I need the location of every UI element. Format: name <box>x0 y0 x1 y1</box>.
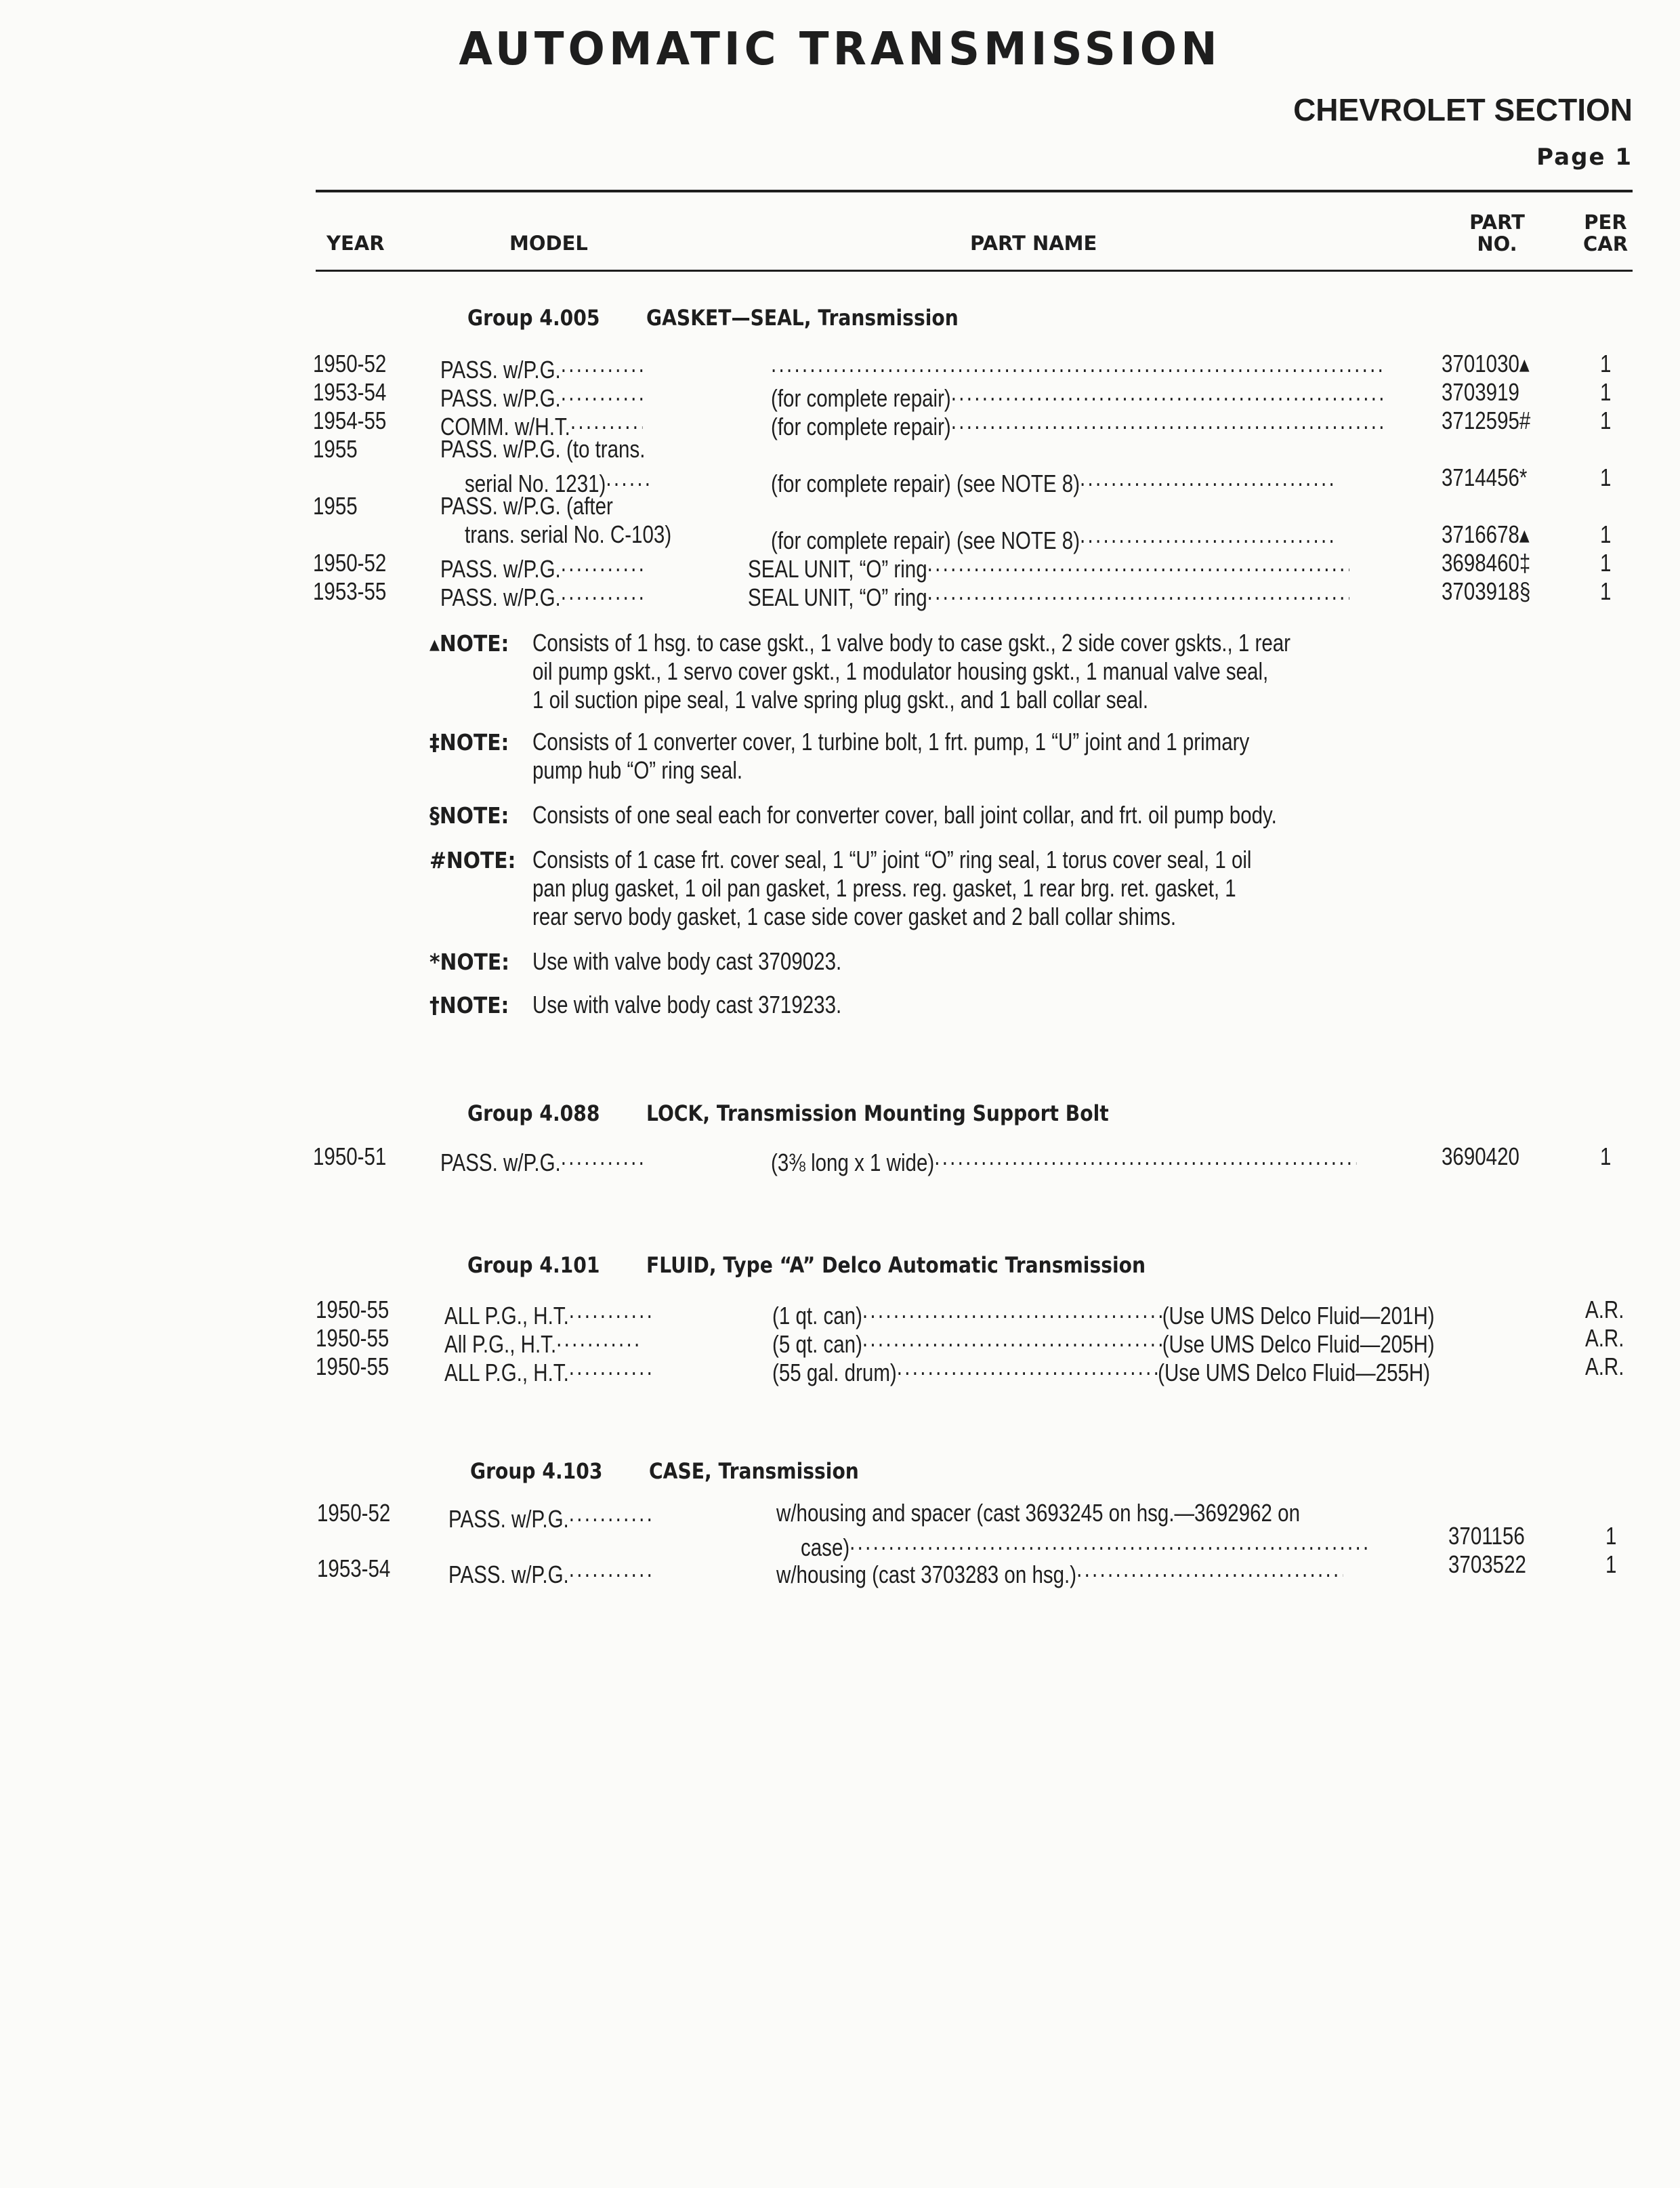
dot-leader <box>606 463 650 492</box>
row-year: 1953-54 <box>313 378 387 406</box>
row-year: 1953-55 <box>313 577 387 605</box>
column-part-no-line1: PART <box>1469 211 1525 234</box>
row-part <box>748 577 1349 612</box>
row-model <box>440 577 644 612</box>
row-model <box>448 1554 652 1589</box>
note-line: Use with valve body cast 3709023. <box>532 947 842 975</box>
part-text: (for complete repair) (see NOTE 8) <box>771 470 1080 497</box>
row-per-car: 1 <box>1600 1142 1612 1170</box>
note-text <box>532 629 1290 714</box>
note-line: 1 oil suction pipe seal, 1 valve spring plug gskt., and 1 ball collar seal. <box>532 686 1149 714</box>
group-label: Group 4.005 <box>467 305 600 331</box>
dot-leader <box>862 1296 1162 1324</box>
column-year: YEAR <box>327 232 385 255</box>
header-rule-bottom <box>316 270 1633 272</box>
row-per-car: 1 <box>1600 463 1612 491</box>
dot-leader <box>951 378 1385 407</box>
row-part-no: 3690420 <box>1442 1142 1519 1170</box>
note-label: †NOTE: <box>429 992 509 1018</box>
dot-leader <box>561 378 644 407</box>
note-line: Consists of 1 case frt. cover seal, 1 “U” joint “O” ring seal, 1 torus cover seal, 1 oil <box>532 846 1252 873</box>
dot-leader <box>897 1353 1158 1381</box>
note-label: §NOTE: <box>429 802 509 829</box>
row-per-car: 1 <box>1600 378 1612 406</box>
part-text: (for complete repair) (see NOTE 8) <box>771 527 1080 554</box>
row-model <box>440 1142 644 1177</box>
row-year: 1950-52 <box>313 549 387 577</box>
dot-leader <box>569 1554 652 1583</box>
part-text: (for complete repair) <box>771 413 951 440</box>
part-text: w/housing (cast 3703283 on hsg.) <box>776 1561 1077 1588</box>
column-part-no <box>1450 211 1545 255</box>
part-text: SEAL UNIT, “O” ring <box>748 555 927 583</box>
use-text: (Use UMS Delco Fluid—201H) <box>1162 1302 1435 1329</box>
model-text: PASS. w/P.G. <box>440 384 561 412</box>
column-part-no-line2: NO. <box>1477 232 1517 255</box>
row-per-car: 1 <box>1605 1522 1617 1550</box>
row-part: w/housing and spacer (cast 3693245 on hsg.—3692962 on <box>776 1499 1301 1527</box>
note-line: Consists of one seal each for converter cover, ball joint collar, and frt. oil pump body. <box>532 801 1277 829</box>
column-part-name: PART NAME <box>970 232 1097 255</box>
group-name: LOCK, Transmission Mounting Support Bolt <box>646 1100 1109 1126</box>
page-title: AUTOMATIC TRANSMISSION <box>459 23 1221 76</box>
part-text: (1 qt. can) <box>772 1302 862 1329</box>
group-label: Group 4.101 <box>467 1252 600 1278</box>
row-part-no: 3714456* <box>1442 463 1528 491</box>
row-part <box>776 1554 1343 1589</box>
row-per-car: 1 <box>1600 577 1612 605</box>
group-name: CASE, Transmission <box>649 1458 859 1484</box>
row-model: PASS. w/P.G. (after <box>440 492 613 520</box>
row-per-car: 1 <box>1600 549 1612 577</box>
part-text: (55 gal. drum) <box>772 1359 897 1386</box>
row-year: 1950-55 <box>316 1324 390 1352</box>
row-part-no: 3703522 <box>1448 1550 1526 1578</box>
dot-leader <box>556 1324 639 1353</box>
row-year: 1955 <box>313 492 358 520</box>
group-name: FLUID, Type “A” Delco Automatic Transmission <box>646 1252 1146 1278</box>
part-text: SEAL UNIT, “O” ring <box>748 583 927 611</box>
part-text: case) <box>801 1533 850 1561</box>
use-text: (Use UMS Delco Fluid—255H) <box>1158 1359 1431 1386</box>
dot-leader <box>569 1296 652 1324</box>
row-model <box>448 1499 652 1533</box>
section-title: CHEVROLET SECTION <box>1293 92 1633 127</box>
dot-leader <box>1080 463 1335 492</box>
row-part-no: 3703919 <box>1442 378 1519 406</box>
row-year: 1955 <box>313 435 358 463</box>
dot-leader <box>951 407 1385 435</box>
row-model: PASS. w/P.G. (to trans. <box>440 435 646 463</box>
row-per-car: A.R. <box>1585 1324 1624 1352</box>
model-text: All P.G., H.T. <box>444 1330 557 1358</box>
group-label: Group 4.103 <box>470 1458 603 1484</box>
column-model: MODEL <box>509 232 588 255</box>
dot-leader <box>561 577 644 606</box>
note-text <box>532 846 1251 931</box>
row-part-no: 3716678▴ <box>1442 520 1530 548</box>
column-per-car-line1: PER <box>1584 211 1627 234</box>
group-label: Group 4.088 <box>467 1100 600 1126</box>
dot-leader <box>934 1142 1356 1171</box>
row-model <box>444 1353 652 1387</box>
model-text: PASS. w/P.G. <box>440 555 561 583</box>
row-year: 1954-55 <box>313 407 387 434</box>
row-per-car: 1 <box>1605 1550 1617 1578</box>
dot-leader <box>569 1353 652 1381</box>
model-text: PASS. w/P.G. <box>448 1561 569 1588</box>
dot-leader <box>927 577 1349 606</box>
model-text: PASS. w/P.G. <box>440 356 561 384</box>
dot-leader <box>849 1527 1372 1556</box>
model-text: serial No. 1231) <box>465 470 606 497</box>
dot-leader <box>561 1142 644 1171</box>
row-per-car: A.R. <box>1585 1296 1624 1323</box>
model-text: PASS. w/P.G. <box>440 1149 561 1176</box>
note-label: #NOTE: <box>429 847 516 873</box>
dot-leader <box>561 350 644 378</box>
row-model-cont: trans. serial No. C-103) <box>465 520 672 548</box>
note-text <box>532 728 1249 785</box>
note-line: Consists of 1 hsg. to case gskt., 1 valve body to case gskt., 2 side cover gskts., 1 rear <box>532 629 1291 657</box>
note-text <box>532 947 841 976</box>
column-per-car-line2: CAR <box>1582 232 1629 255</box>
row-year: 1950-55 <box>316 1353 390 1380</box>
note-text <box>532 991 841 1019</box>
dot-leader <box>1080 520 1335 549</box>
model-text: COMM. w/H.T. <box>440 413 570 440</box>
note-line: Use with valve body cast 3719233. <box>532 991 842 1018</box>
dot-leader <box>569 1499 652 1527</box>
row-year: 1950-52 <box>313 350 387 377</box>
row-per-car: 1 <box>1600 407 1612 434</box>
dot-leader <box>561 549 644 577</box>
note-line: rear servo body gasket, 1 case side cover gasket and 2 ball collar shims. <box>532 903 1177 930</box>
model-text: ALL P.G., H.T. <box>444 1302 569 1329</box>
row-part-no: 3701156 <box>1448 1522 1525 1550</box>
column-per-car <box>1572 211 1639 255</box>
row-per-car: A.R. <box>1585 1353 1624 1380</box>
row-year: 1950-55 <box>316 1296 390 1323</box>
row-part-no: 3701030▴ <box>1442 350 1530 377</box>
row-part-no: 3703918§ <box>1442 577 1531 605</box>
group-name: GASKET—SEAL, Transmission <box>646 305 959 331</box>
model-text: PASS. w/P.G. <box>440 583 561 611</box>
use-text: (Use UMS Delco Fluid—205H) <box>1162 1330 1435 1358</box>
page-number: Page 1 <box>1536 144 1633 171</box>
note-line: pump hub “O” ring seal. <box>532 756 743 784</box>
row-part-no: 3698460‡ <box>1442 549 1531 577</box>
row-year: 1953-54 <box>317 1554 391 1582</box>
note-text <box>532 801 1277 829</box>
row-per-car: 1 <box>1600 350 1612 377</box>
dot-leader <box>862 1324 1162 1353</box>
note-label: ▴NOTE: <box>429 630 509 657</box>
model-text: PASS. w/P.G. <box>448 1505 569 1533</box>
dot-leader <box>771 350 1382 378</box>
row-part <box>771 407 1384 441</box>
note-line: pan plug gasket, 1 oil pan gasket, 1 press. reg. gasket, 1 rear brg. ret. gasket, 1 <box>532 874 1236 902</box>
model-text: ALL P.G., H.T. <box>444 1359 569 1386</box>
row-year: 1950-52 <box>317 1499 391 1527</box>
note-label: *NOTE: <box>429 949 510 975</box>
part-text: (5 qt. can) <box>772 1330 862 1358</box>
note-label: ‡NOTE: <box>429 729 509 756</box>
part-text: (3⅜ long x 1 wide) <box>771 1149 935 1176</box>
dot-leader <box>1076 1554 1343 1583</box>
row-per-car: 1 <box>1600 520 1612 548</box>
note-line: oil pump gskt., 1 servo cover gskt., 1 modulator housing gskt., 1 manual valve seal, <box>532 657 1269 685</box>
row-year: 1950-51 <box>313 1142 387 1170</box>
row-part <box>772 1353 1430 1387</box>
part-text: (for complete repair) <box>771 384 951 412</box>
row-part <box>771 1142 1356 1177</box>
dot-leader <box>570 407 643 435</box>
note-line: Consists of 1 converter cover, 1 turbine bolt, 1 frt. pump, 1 “U” joint and 1 primary <box>532 728 1250 756</box>
row-part <box>771 463 1335 498</box>
dot-leader <box>927 549 1349 577</box>
row-part-no: 3712595# <box>1442 407 1531 434</box>
header-rule-top <box>316 190 1633 192</box>
